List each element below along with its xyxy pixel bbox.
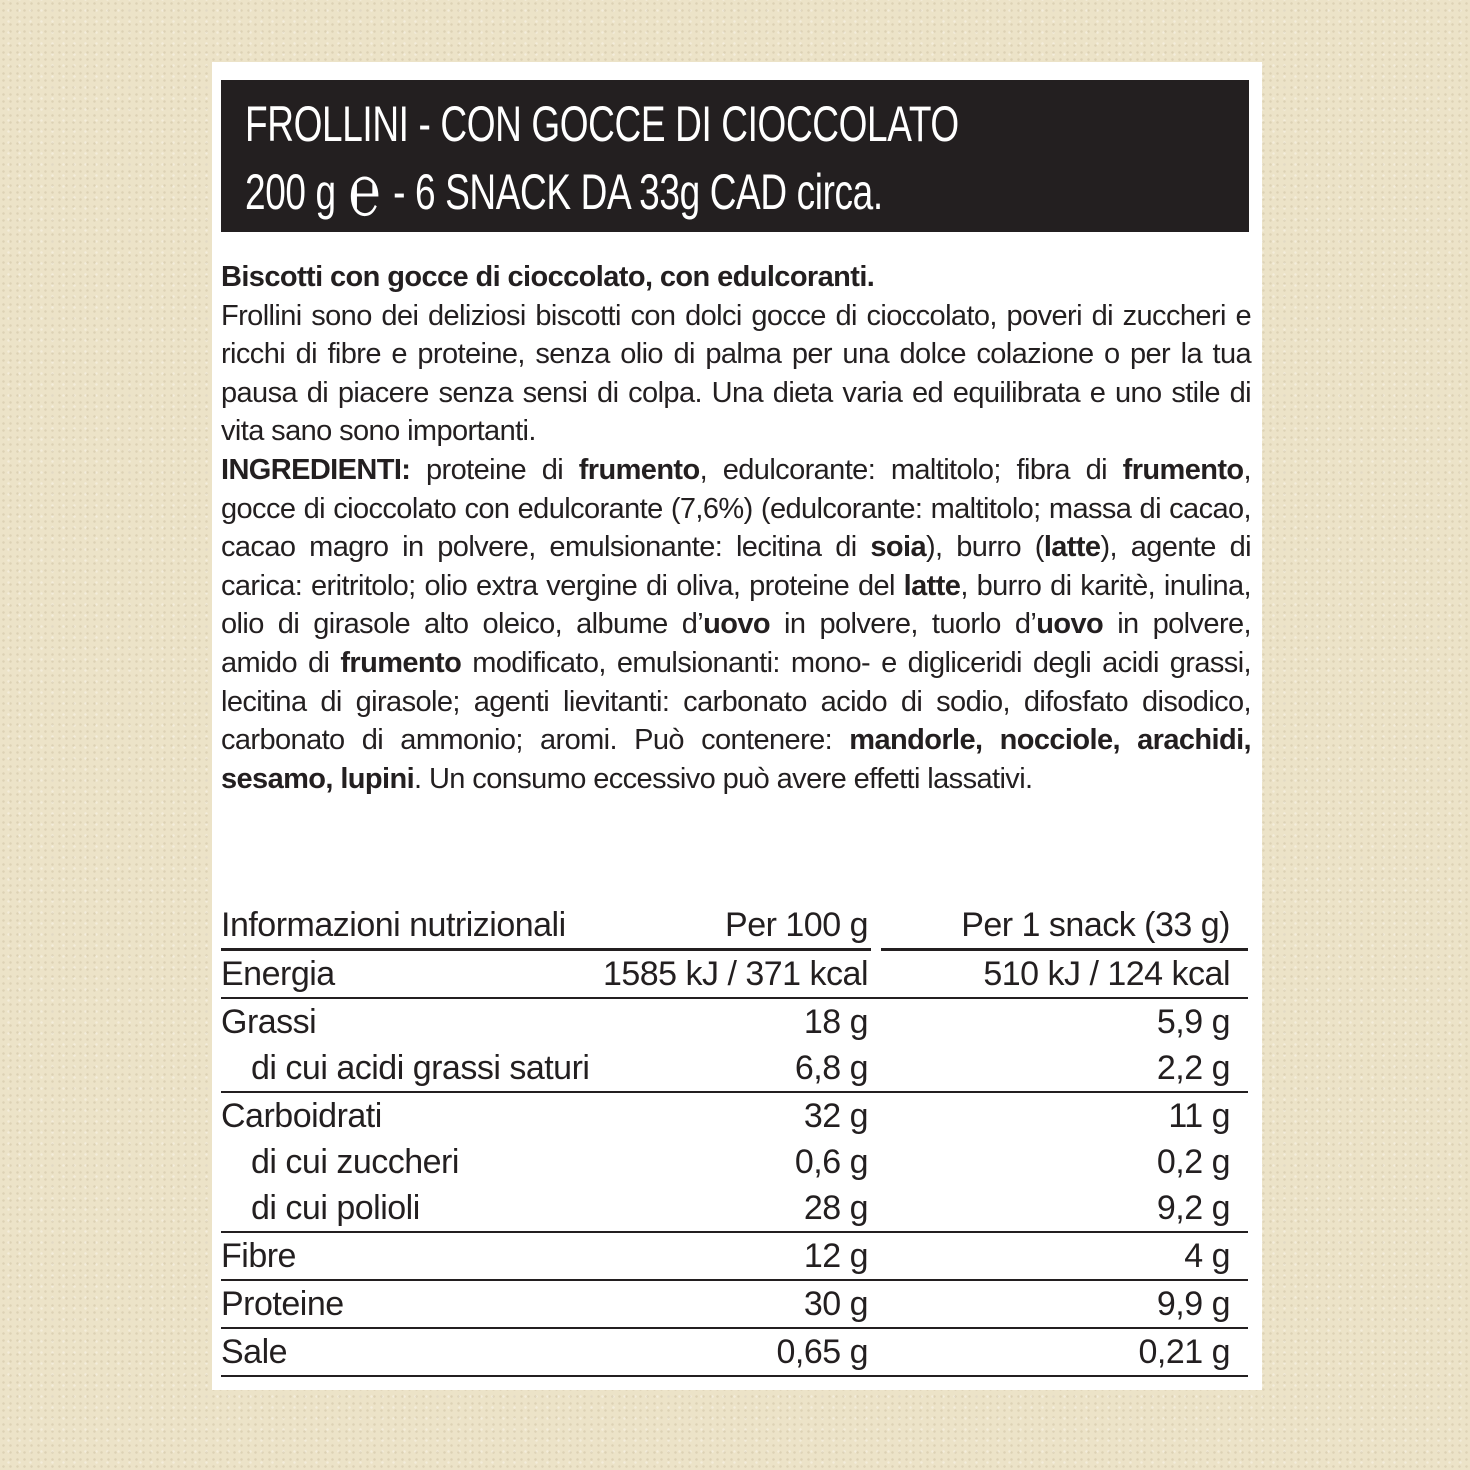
nutrition-row: [221, 1045, 1248, 1093]
ingredient-text: proteine di: [410, 453, 579, 486]
allergen-text: soia: [870, 531, 926, 564]
nutrition-row: [221, 1233, 1248, 1281]
net-weight: 200 g: [245, 164, 336, 220]
value-per-snack: 0,21 g: [1138, 1333, 1230, 1371]
allergen-text: latte: [903, 569, 961, 602]
nutrition-row: [221, 1281, 1248, 1329]
ingredient-text: in polvere, tuorlo d’: [769, 608, 1037, 641]
value-per-100g: 12 g: [803, 1237, 868, 1275]
value-per-100g: 0,65 g: [776, 1333, 868, 1371]
description-title: Biscotti con gocce di cioccolato, con edulcoranti.: [221, 261, 875, 293]
nutrition-header-per100: Per 100 g: [725, 906, 868, 944]
product-weight-line: [245, 151, 883, 231]
nutrient-name: Sale: [221, 1333, 288, 1371]
ingredient-text: . Un consumo eccessivo può avere effetti lassativi.: [414, 762, 1033, 795]
value-per-100g: 18 g: [803, 1003, 868, 1041]
value-per-100g: 32 g: [803, 1097, 868, 1135]
value-per-snack: 2,2 g: [1156, 1049, 1230, 1087]
nutrition-row: [221, 1185, 1248, 1233]
ingredients-label: INGREDIENTI:: [221, 453, 411, 486]
nutrition-row: [221, 1093, 1248, 1139]
snack-count: - 6 SNACK DA 33g CAD circa.: [393, 164, 883, 220]
nutrition-header-row: [221, 902, 1248, 951]
nutrient-name: Carboidrati: [221, 1097, 382, 1135]
label-card: [212, 62, 1262, 1390]
allergen-text: mandorle, nocciole, arachidi, sesamo, lupini: [221, 724, 1251, 795]
nutrient-name: Grassi: [221, 1003, 317, 1041]
value-per-100g: 28 g: [803, 1189, 868, 1227]
description-block: [221, 258, 1251, 798]
product-name: FROLLINI - CON GOCCE DI CIOCCOLATO: [245, 96, 959, 152]
ingredient-text: , edulcorante: maltitolo; fibra di: [699, 453, 1123, 486]
product-title-banner: [221, 80, 1249, 232]
value-per-snack: 11 g: [1168, 1097, 1230, 1135]
value-per-100g: 1585 kJ / 371 kcal: [602, 955, 868, 993]
nutrition-header-per-snack: Per 1 snack (33 g): [961, 906, 1230, 944]
allergen-text: latte: [1043, 531, 1101, 564]
value-per-100g: 30 g: [803, 1285, 868, 1323]
value-per-snack: 0,2 g: [1156, 1143, 1230, 1181]
ingredient-text: modificato, emulsionanti: mono- e digliceridi degli acidi grassi, lecitina di girasole; agenti lievitanti: carbonato acido di sodio, difosfato disodico, carbonato di ammonio; aromi. Può contenere:: [221, 646, 1251, 757]
allergen-text: uovo: [703, 608, 770, 641]
nutrient-name: Fibre: [221, 1237, 296, 1275]
nutrition-header-label: Informazioni nutrizionali: [221, 906, 566, 944]
nutrition-table: [221, 902, 1248, 1377]
allergen-text: frumento: [1122, 453, 1244, 486]
ingredient-text: , gocce di cioccolato con edulcorante (7,6%) (edulcorante: maltitolo; massa di cacao, cacao magro in polvere, emulsionante: lecitina di: [221, 453, 1251, 564]
nutrition-row: [221, 1329, 1248, 1377]
value-per-snack: 5,9 g: [1156, 1003, 1230, 1041]
nutrition-row: [221, 951, 1248, 999]
nutrient-name: Proteine: [221, 1285, 344, 1323]
nutrient-name: di cui acidi grassi saturi: [251, 1049, 590, 1087]
nutrient-name: di cui polioli: [251, 1189, 420, 1227]
allergen-text: uovo: [1036, 608, 1104, 641]
estimated-sign-icon: ℮: [348, 151, 381, 231]
nutrition-rows: [221, 951, 1248, 1377]
value-per-snack: 9,9 g: [1156, 1285, 1230, 1323]
ingredient-text: ), agente di carica: eritritolo; olio extra vergine di oliva, proteine del: [221, 531, 1251, 602]
ingredients-list: [221, 454, 1251, 795]
nutrient-name: Energia: [221, 955, 335, 993]
allergen-text: frumento: [340, 646, 462, 679]
ingredients-text: [221, 451, 1251, 798]
value-per-snack: 9,2 g: [1156, 1189, 1230, 1227]
ingredient-text: in polvere, amido di: [221, 608, 1251, 679]
ingredient-text: ), burro (: [925, 531, 1044, 564]
nutrition-row: [221, 999, 1248, 1045]
value-per-snack: 4 g: [1184, 1237, 1230, 1275]
ingredient-text: , burro di karitè, inulina, olio di girasole alto oleico, albume d’: [221, 569, 1251, 641]
nutrition-row: [221, 1139, 1248, 1185]
value-per-100g: 6,8 g: [794, 1049, 868, 1087]
value-per-100g: 0,6 g: [794, 1143, 868, 1181]
nutrient-name: di cui zuccheri: [251, 1143, 459, 1181]
allergen-text: frumento: [578, 453, 700, 486]
description-body: Frollini sono dei deliziosi biscotti con dolci gocce di cioccolato, poveri di zuccheri e ricchi di fibre e proteine, senza olio di palma per una dolce colazione o per la tua pausa di piacere senza sensi di colpa. Una dieta varia ed equilibrata e uno stile di vita sano sono importanti.: [221, 299, 1251, 448]
value-per-snack: 510 kJ / 124 kcal: [983, 955, 1230, 993]
